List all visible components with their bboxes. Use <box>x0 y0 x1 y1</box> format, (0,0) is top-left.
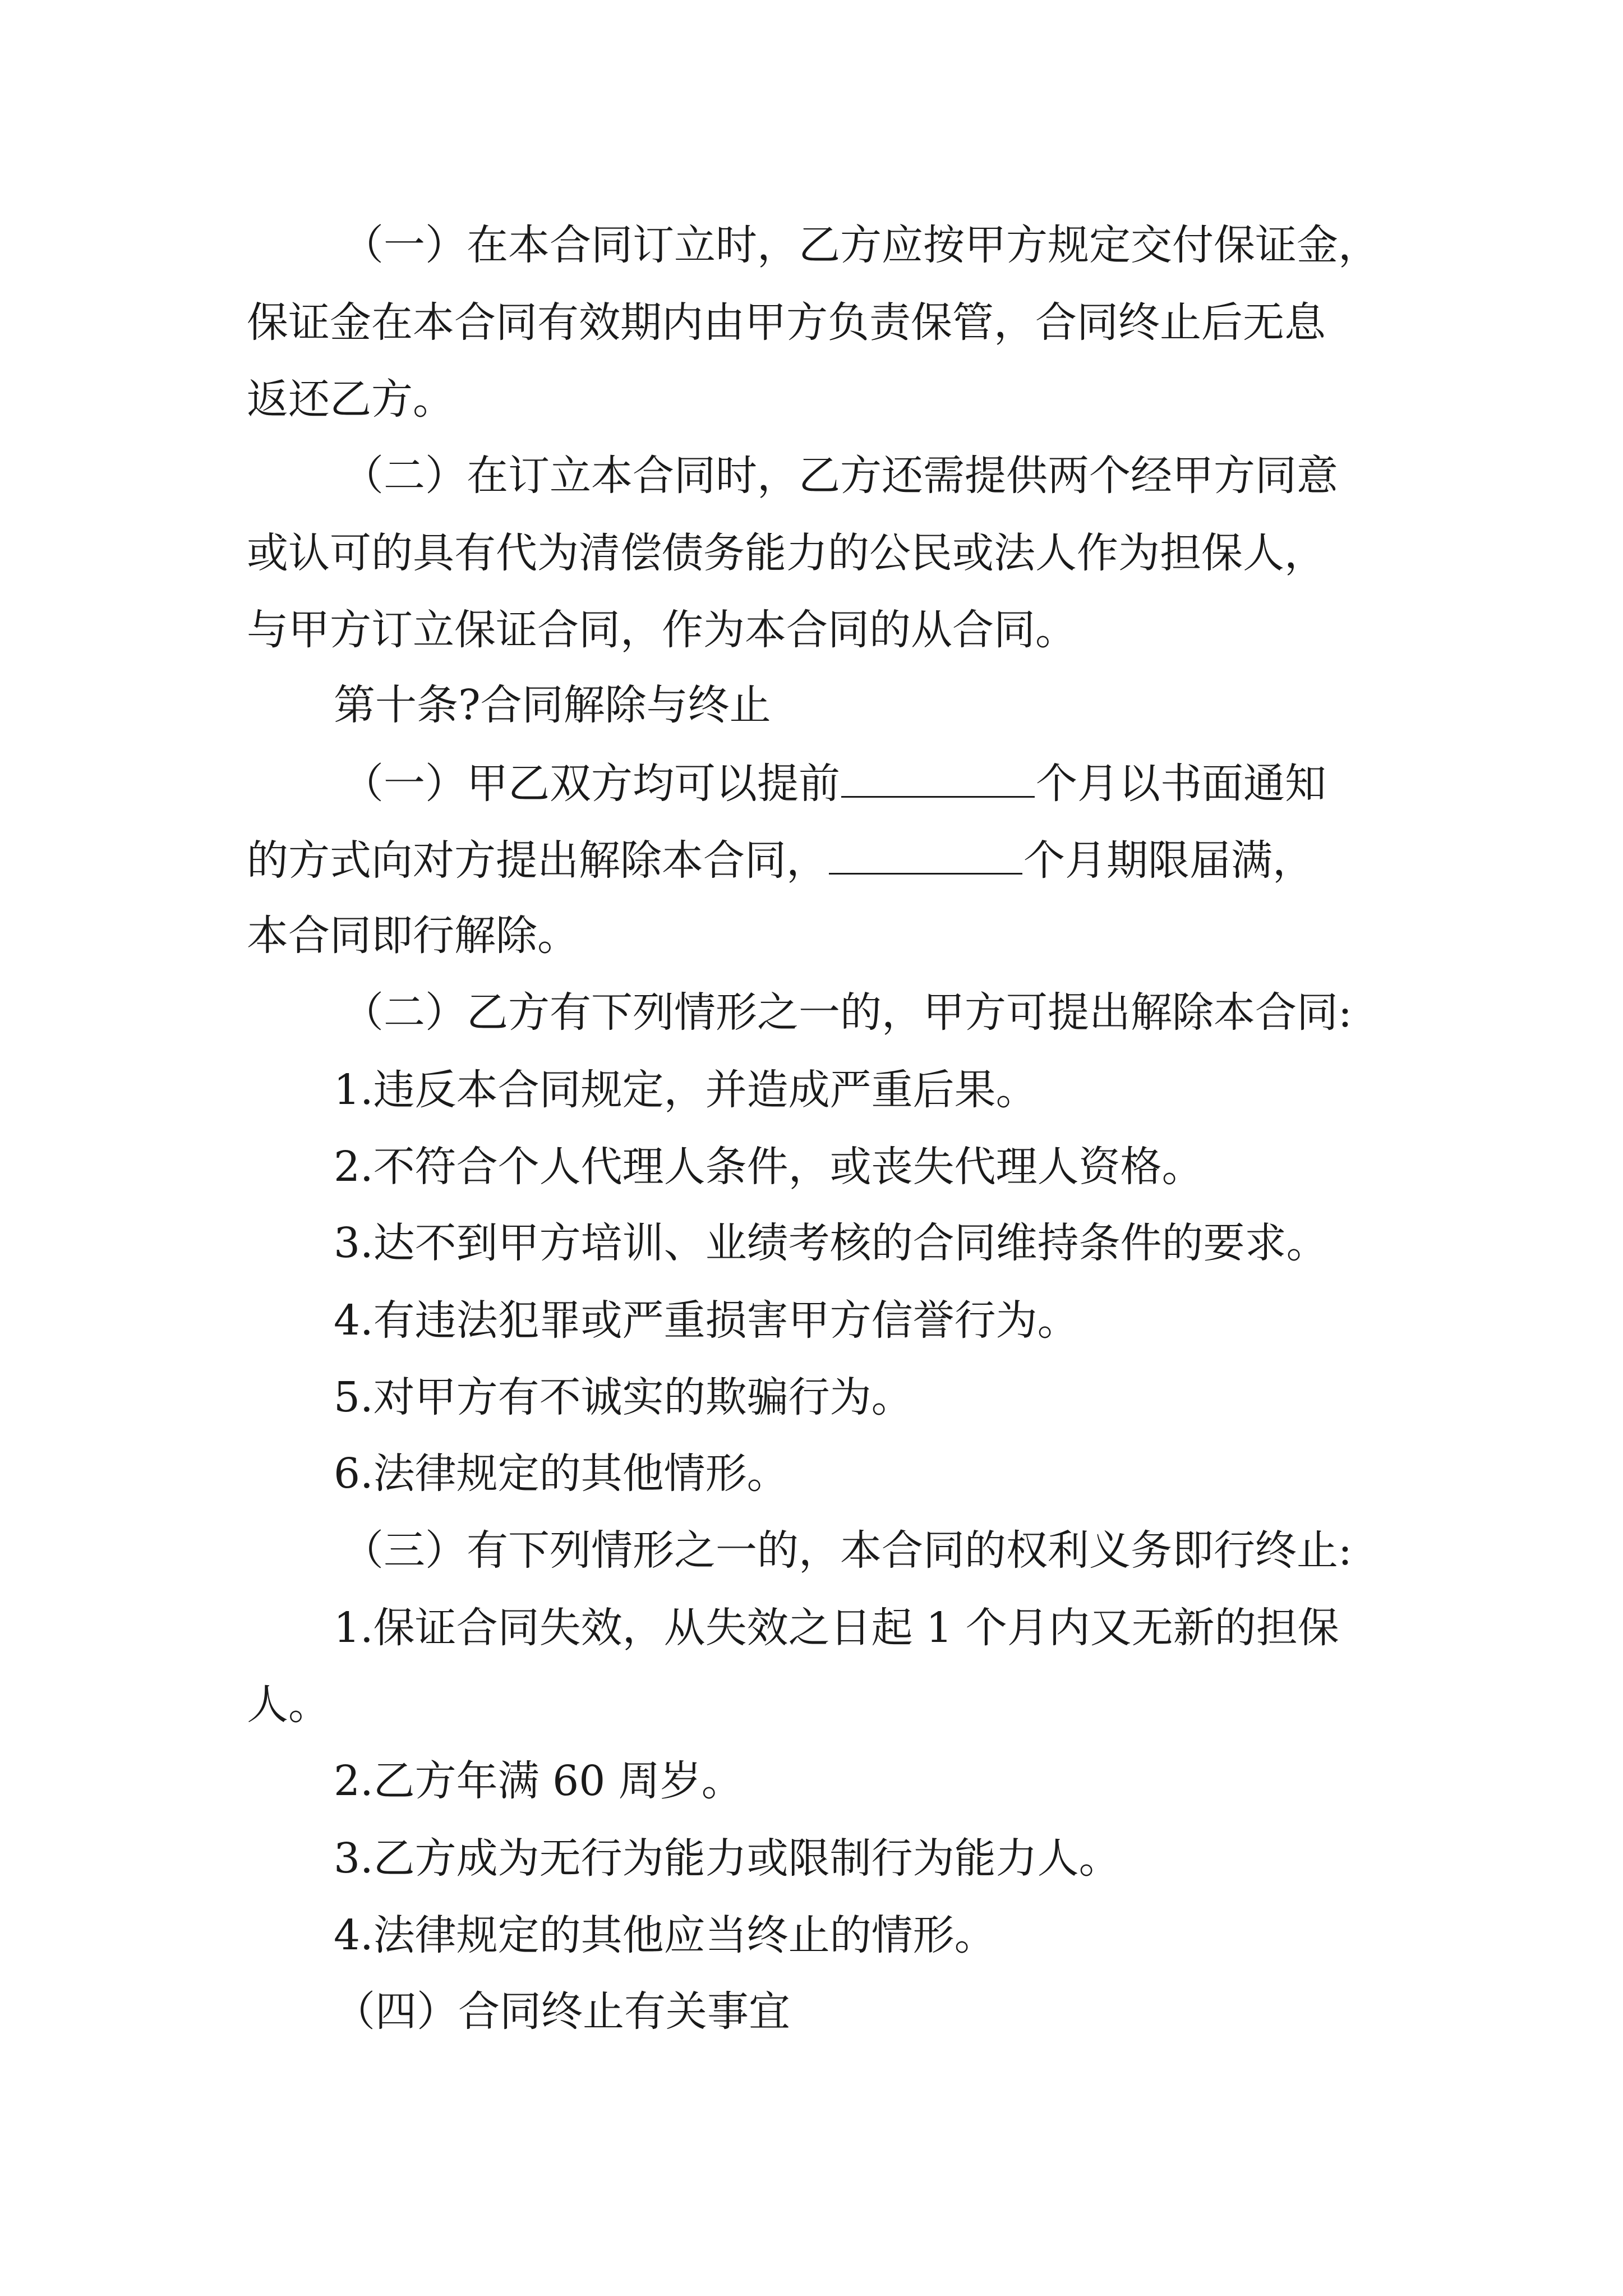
paragraph-line: 人。 <box>247 1681 330 1729</box>
list-item: 2.乙方年满 60 周岁。 <box>334 1757 743 1805</box>
paragraph-line <box>247 831 1314 889</box>
section-heading: 第十条?合同解除与终止 <box>334 681 771 729</box>
paragraph-line: 与甲方订立保证合同，作为本合同的从合同。 <box>247 606 1077 654</box>
paragraph-line: 或认可的具有代为清偿债务能力的公民或法人作为担保人， <box>247 529 1326 577</box>
list-item: 6.法律规定的其他情形。 <box>334 1450 789 1498</box>
list-item: 1.违反本合同规定，并造成严重后果。 <box>334 1066 1038 1114</box>
paragraph-line: （二）乙方有下列情形之一的，甲方可提出解除本合同: <box>342 988 1352 1037</box>
paragraph-line: 保证金在本合同有效期内由甲方负责保管，合同终止后无息 <box>247 298 1326 347</box>
line-text: 个月以书面通知 <box>1036 760 1326 808</box>
list-item: 2.不符合个人代理人条件，或丧失代理人资格。 <box>334 1143 1204 1191</box>
list-item: 5.对甲方有不诚实的欺骗行为。 <box>334 1373 913 1421</box>
fill-in-blank <box>829 831 1022 875</box>
paragraph-line: 本合同即行解除。 <box>247 912 579 960</box>
paragraph-line: （一）在本合同订立时，乙方应按甲方规定交付保证金， <box>342 221 1380 269</box>
line-text: （一）甲乙双方均可以提前 <box>342 760 840 808</box>
paragraph-line: （三）有下列情形之一的，本合同的权利义务即行终止: <box>342 1526 1352 1575</box>
list-item: 1.保证合同失效，从失效之日起 1 个月内又无新的担保 <box>334 1604 1339 1652</box>
list-item: 3.达不到甲方培训、业绩考核的合同维持条件的要求。 <box>334 1219 1328 1267</box>
paragraph-line <box>342 754 1326 812</box>
paragraph-line: （二）在订立本合同时，乙方还需提供两个经甲方同意 <box>342 452 1338 500</box>
list-item: 3.乙方成为无行为能力或限制行为能力人。 <box>334 1834 1121 1883</box>
list-item: 4.有违法犯罪或严重损害甲方信誉行为。 <box>334 1296 1079 1345</box>
line-text: 个月期限届满， <box>1023 836 1314 885</box>
paragraph-line: （四）合同终止有关事宜 <box>334 1987 790 2036</box>
list-item: 4.法律规定的其他应当终止的情形。 <box>334 1911 996 1959</box>
fill-in-blank <box>841 754 1035 798</box>
paragraph-line: 返还乙方。 <box>247 375 454 424</box>
line-text: 的方式向对方提出解除本合同， <box>247 836 828 885</box>
